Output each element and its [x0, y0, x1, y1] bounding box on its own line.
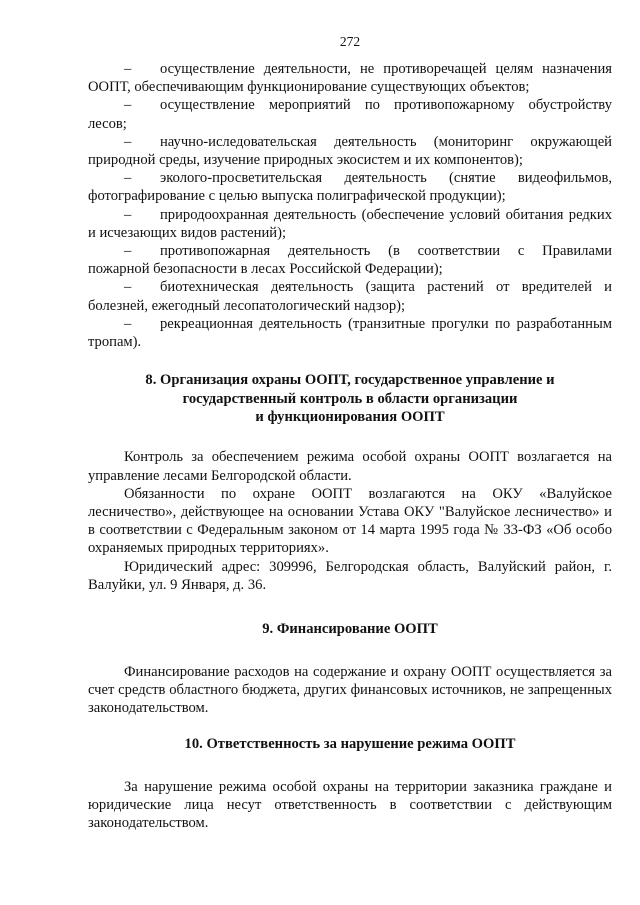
list-item: [88, 96, 612, 132]
paragraph: Юридический адрес: 309996, Белгородская область, Валуйский район, г. Валуйки, ул. 9 Января, д. 36.: [88, 558, 612, 593]
list-item-continuation: болезней, ежегодный лесопатологический надзор);: [88, 297, 406, 314]
list-item: [88, 278, 612, 314]
page-number: 272: [339, 34, 361, 49]
list-item-first-line: осуществление мероприятий по противопожарному обустройству: [160, 97, 612, 114]
list-item-first-line: биотехническая деятельность (защита растений от вредителей и: [160, 279, 612, 296]
section-9-heading: 9. Финансирование ООПТ: [262, 621, 438, 638]
paragraph: Контроль за обеспечением режима особой охраны ООПТ возлагается на управление лесами Белгородской области.: [88, 449, 612, 484]
list-item: [88, 315, 612, 351]
dash-bullet: –: [124, 206, 132, 223]
document-page: [88, 34, 612, 832]
list-item: [88, 169, 612, 205]
list-item-continuation: пожарной безопасности в лесах Российской Федерации);: [88, 261, 443, 278]
section-9-body: [88, 663, 612, 718]
list-item: [88, 60, 612, 96]
list-item-first-line: эколого-просветительская деятельность (снятие видеофильмов,: [160, 170, 612, 187]
dash-bullet: –: [124, 279, 132, 296]
list-item: [88, 242, 612, 278]
activity-list: [88, 60, 612, 351]
paragraph: Финансирование расходов на содержание и охрану ООПТ осуществляется за счет средств областного бюджета, других финансовых источников, не запрещенных законодательством.: [88, 663, 612, 716]
section-10-body: [88, 778, 612, 833]
heading-line: государственный контроль в области организации: [182, 390, 518, 407]
list-item-first-line: научно-иследовательская деятельность (мониторинг окружающей: [160, 133, 612, 150]
list-item: [88, 133, 612, 169]
section-8-body: [88, 448, 612, 594]
heading-line: 8. Организация охраны ООПТ, государственное управление и: [145, 372, 555, 389]
paragraph: Обязанности по охране ООПТ возлагаются на ОКУ «Валуйское лесничество», действующее на основании Устава ОКУ "Валуйское лесничество» и в соответствии с Федеральным законом от 14 марта 1995 года № 33-ФЗ «Об особо охраняемых природных территориях».: [88, 485, 612, 557]
section-10-heading: 10. Ответственность за нарушение режима ООПТ: [184, 736, 516, 753]
dash-bullet: –: [124, 61, 132, 77]
dash-bullet: –: [124, 243, 132, 260]
list-item-continuation: фотографирование с целью выпуска полиграфической продукции);: [88, 188, 506, 205]
list-item: [88, 206, 612, 242]
list-item-first-line: рекреационная деятельность (транзитные прогулки по разработанным: [160, 315, 612, 332]
list-item-continuation: ООПТ, обеспечивающим функционирование существующих объектов;: [88, 79, 530, 96]
dash-bullet: –: [124, 133, 132, 150]
list-item-continuation: лесов;: [88, 115, 127, 132]
dash-bullet: –: [124, 170, 132, 187]
dash-bullet: –: [124, 97, 132, 114]
dash-bullet: –: [124, 315, 132, 332]
list-item-first-line: противопожарная деятельность (в соответствии с Правилами: [160, 243, 612, 260]
heading-line: и функционирования ООПТ: [255, 409, 445, 426]
list-item-continuation: и исчезающих видов растений);: [88, 224, 286, 241]
section-8-heading: [88, 371, 612, 426]
list-item-first-line: природоохранная деятельность (обеспечение условий обитания редких: [160, 206, 612, 223]
list-item-first-line: осуществление деятельности, не противоречащей целям назначения: [160, 61, 612, 77]
paragraph: За нарушение режима особой охраны на территории заказника граждане и юридические лица несут ответственность в соответствии с действующим законодательством.: [88, 778, 612, 831]
list-item-continuation: тропам).: [88, 334, 142, 351]
list-item-continuation: природной среды, изучение природных экосистем и их компонентов);: [88, 152, 523, 169]
